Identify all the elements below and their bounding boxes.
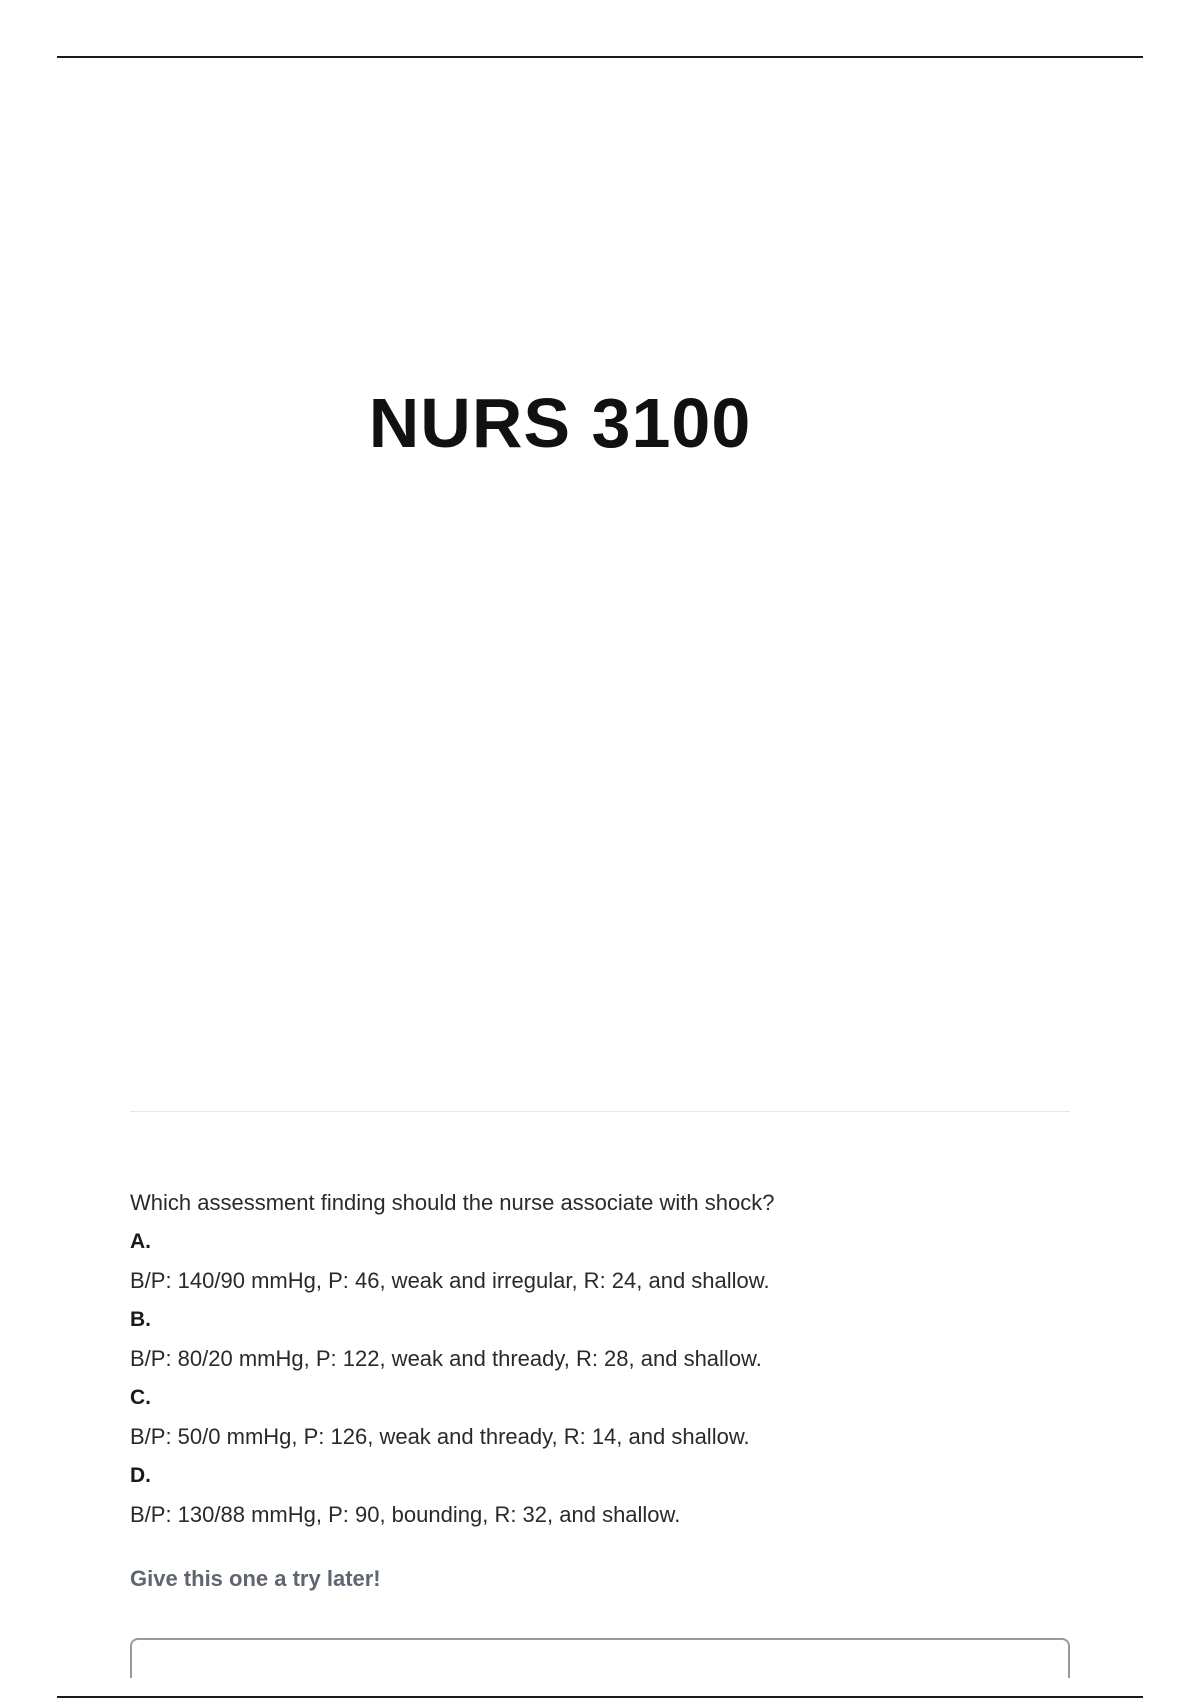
option-letter: D. <box>130 1464 151 1487</box>
page-bottom-rule <box>57 1696 1143 1698</box>
option-a[interactable] <box>130 1227 1070 1296</box>
page-top-rule <box>57 56 1143 58</box>
try-later-link[interactable]: Give this one a try later! <box>130 1566 381 1591</box>
option-c[interactable] <box>130 1383 1070 1452</box>
section-divider <box>130 1111 1070 1112</box>
option-text: B/P: 50/0 mmHg, P: 126, weak and thready, R: 14, and shallow. <box>130 1424 750 1449</box>
option-letter: C. <box>130 1386 151 1409</box>
option-letter: A. <box>130 1230 151 1253</box>
option-text: B/P: 130/88 mmHg, P: 90, bounding, R: 32, and shallow. <box>130 1502 681 1527</box>
option-text: B/P: 80/20 mmHg, P: 122, weak and thready, R: 28, and shallow. <box>130 1346 762 1371</box>
option-b[interactable] <box>130 1305 1070 1374</box>
flashcard <box>130 1188 1070 1594</box>
option-letter: B. <box>130 1308 151 1331</box>
option-d[interactable] <box>130 1461 1070 1530</box>
question-text: Which assessment finding should the nurse associate with shock? <box>130 1190 775 1215</box>
option-text: B/P: 140/90 mmHg, P: 46, weak and irregular, R: 24, and shallow. <box>130 1268 770 1293</box>
answer-input-box[interactable] <box>130 1638 1070 1678</box>
course-title: NURS 3100 <box>368 384 752 462</box>
